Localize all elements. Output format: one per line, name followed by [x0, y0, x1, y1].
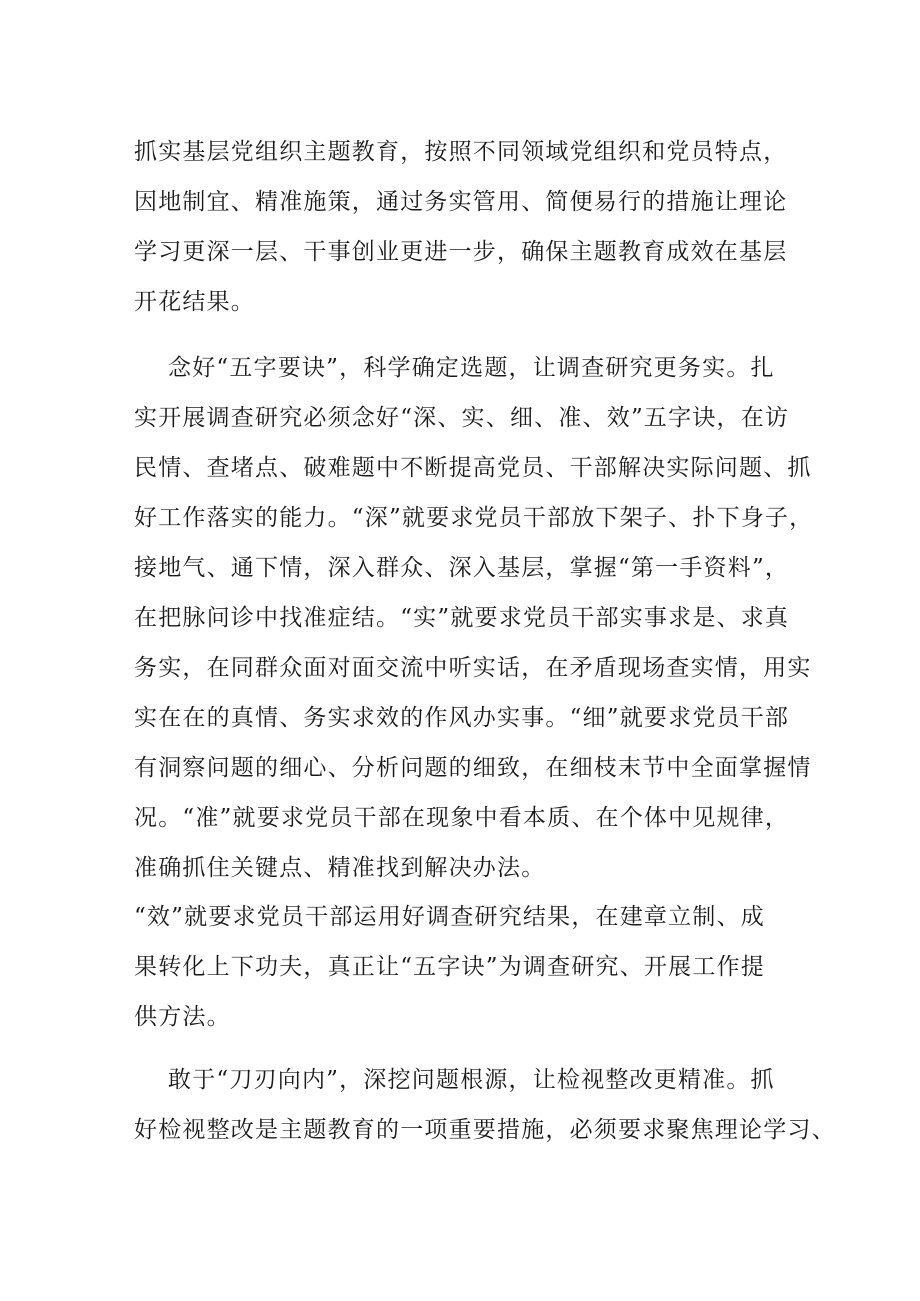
- paragraph-first-line: 念好“五字要诀”，科学确定选题，让调查研究更务实。扎: [168, 355, 775, 381]
- text-line: 学习更深一层、干事创业更进一步，确保主题教育成效在基层: [134, 239, 788, 265]
- text-line: 因地制宜、精准施策，通过务实管用、简便易行的措施让理论: [134, 189, 788, 215]
- text-line: 开花结果。: [134, 289, 255, 315]
- text-line: 实在在的真情、务实求效的作风办实事。“细”就要求党员干部: [134, 705, 790, 731]
- text-line: 果转化上下功夫，真正让“五字诀”为调查研究、开展工作提: [134, 954, 765, 980]
- text-line: 民情、查堵点、破难题中不断提高党员、干部解决实际问题、抓: [134, 455, 812, 481]
- paragraph-first-line: 敢于“刀刃向内”，深挖问题根源，让检视整改更精准。抓: [168, 1067, 775, 1093]
- text-line: 好检视整改是主题教育的一项重要措施，必须要求聚焦理论学习、: [134, 1117, 836, 1143]
- text-line: “效”就要求党员干部运用好调查研究结果，在建章立制、成: [134, 904, 765, 930]
- text-line: 实开展调查研究必须念好“深、实、细、准、效”五字诀，在访: [134, 405, 790, 431]
- text-line: 在把脉问诊中找准症结。“实”就要求党员干部实事求是、求真: [134, 605, 790, 631]
- text-line: 好工作落实的能力。“深”就要求党员干部放下架子、扑下身子，: [134, 505, 814, 531]
- text-line: 供方法。: [134, 1004, 231, 1030]
- text-line: 务实，在同群众面对面交流中听实话，在矛盾现场查实情，用实: [134, 655, 812, 681]
- text-line: 况。“准”就要求党员干部在现象中看本质、在个体中见规律，: [134, 805, 790, 831]
- text-line: 接地气、通下情，深入群众、深入基层，掌握“第一手资料”，: [134, 555, 790, 581]
- text-line: 抓实基层党组织主题教育，按照不同领域党组织和党员特点，: [134, 139, 788, 165]
- text-line: 准确抓住关键点、精准找到解决办法。: [134, 855, 546, 881]
- text-line: 有洞察问题的细心、分析问题的细致，在细枝末节中全面掌握情: [134, 755, 812, 781]
